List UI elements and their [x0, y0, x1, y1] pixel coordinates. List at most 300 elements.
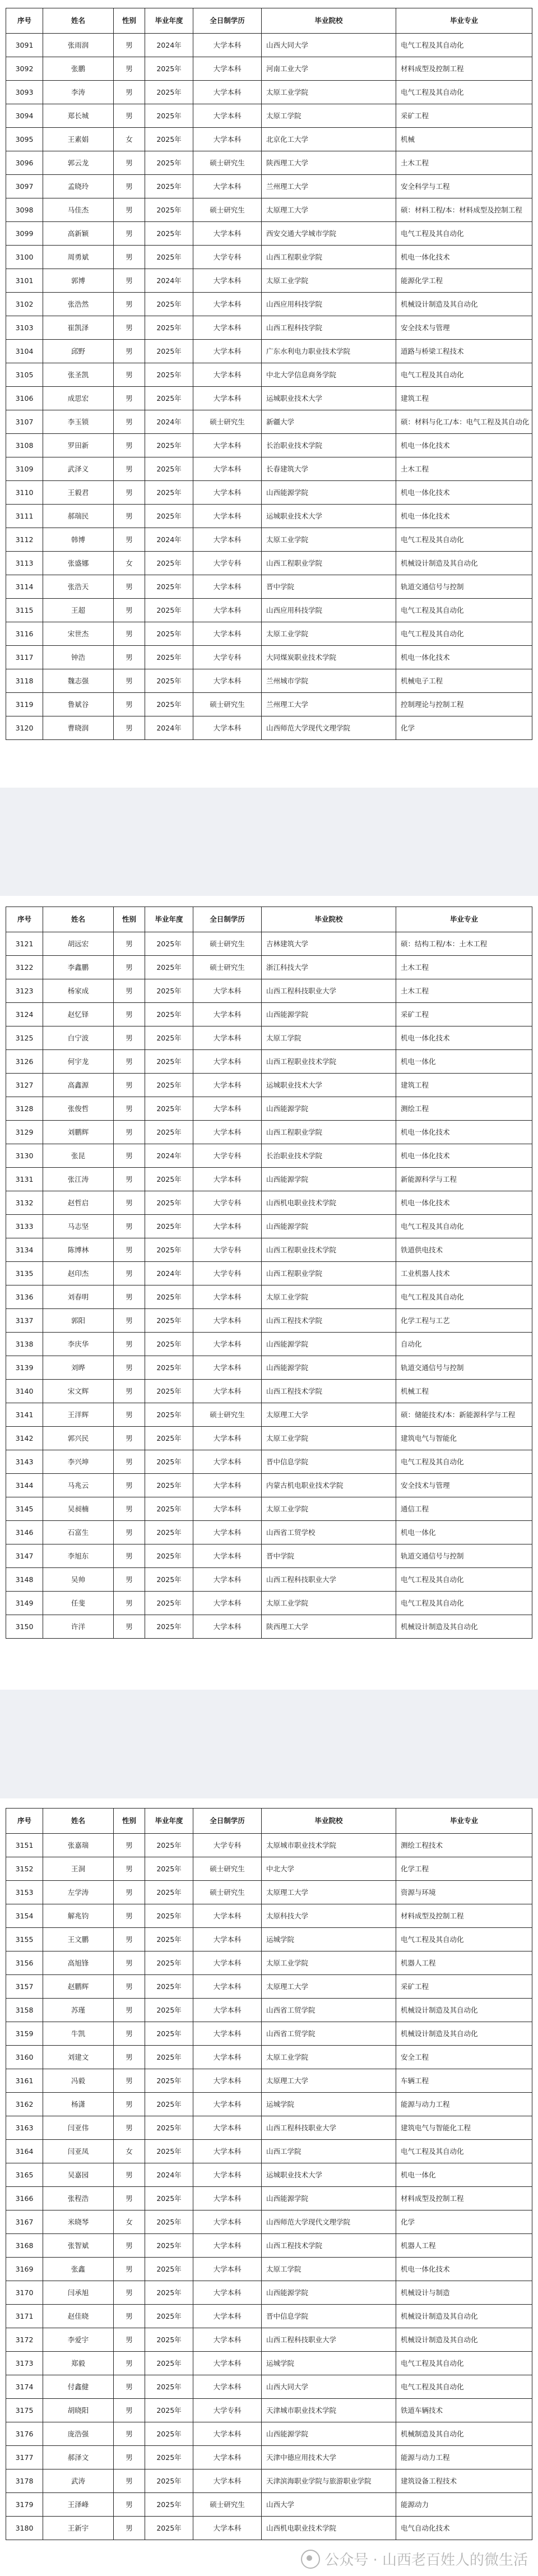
- cell-no: 3113: [6, 552, 43, 575]
- cell-year: 2025年: [145, 151, 193, 175]
- cell-sex: 男: [114, 198, 145, 222]
- table-row: [6, 2352, 532, 2375]
- cell-year: 2025年: [145, 457, 193, 481]
- cell-edu: 大学本科: [193, 457, 262, 481]
- cell-edu: 大学专科: [193, 646, 262, 669]
- cell-sex: 男: [114, 2258, 145, 2281]
- cell-major: 机械设计制造及其自动化: [396, 552, 532, 575]
- cell-year: 2024年: [145, 410, 193, 434]
- cell-year: 2025年: [145, 1380, 193, 1403]
- cell-year: 2025年: [145, 363, 193, 387]
- cell-major: 电气工程及其自动化: [396, 363, 532, 387]
- cell-name: 赵印杰: [43, 1262, 114, 1285]
- cell-sex: 男: [114, 1881, 145, 1904]
- cell-name: 刘建文: [43, 2046, 114, 2069]
- cell-sex: 男: [114, 1380, 145, 1403]
- cell-name: 陈博林: [43, 1238, 114, 1262]
- cell-school: 太原工学院: [262, 2258, 396, 2281]
- table-row: [6, 293, 532, 316]
- cell-sex: 男: [114, 1074, 145, 1097]
- cell-edu: 大学本科: [193, 2328, 262, 2352]
- table-row: [6, 222, 532, 246]
- table-row: [6, 1568, 532, 1592]
- cell-name: 赵忆铎: [43, 1003, 114, 1026]
- cell-sex: 男: [114, 340, 145, 363]
- cell-year: 2025年: [145, 552, 193, 575]
- cell-year: 2025年: [145, 387, 193, 410]
- cell-name: 张程浩: [43, 2187, 114, 2210]
- table-row: [6, 2163, 532, 2187]
- cell-school: 新疆大学: [262, 410, 396, 434]
- cell-no: 3158: [6, 1999, 43, 2022]
- cell-school: 吉林建筑大学: [262, 932, 396, 956]
- cell-major: 采矿工程: [396, 1975, 532, 1999]
- cell-name: 胡晓阳: [43, 2399, 114, 2422]
- cell-no: 3099: [6, 222, 43, 246]
- cell-sex: 男: [114, 1999, 145, 2022]
- cell-edu: 硕士研究生: [193, 198, 262, 222]
- cell-name: 赵鹏辉: [43, 1975, 114, 1999]
- cell-sex: 男: [114, 646, 145, 669]
- cell-major: 轨道交通信号与控制: [396, 1544, 532, 1568]
- cell-no: 3123: [6, 979, 43, 1003]
- cell-no: 3153: [6, 1881, 43, 1904]
- cell-year: 2025年: [145, 1168, 193, 1191]
- cell-name: 王新宇: [43, 2517, 114, 2540]
- cell-no: 3179: [6, 2493, 43, 2517]
- cell-school: 山西工程技术学院: [262, 2234, 396, 2258]
- table-header-row: [6, 1809, 532, 1834]
- cell-major: 化学: [396, 716, 532, 740]
- cell-no: 3141: [6, 1403, 43, 1427]
- cell-sex: 男: [114, 1026, 145, 1050]
- cell-major: 材料成型及控制工程: [396, 2187, 532, 2210]
- cell-no: 3172: [6, 2328, 43, 2352]
- cell-year: 2025年: [145, 1238, 193, 1262]
- cell-no: 3147: [6, 1544, 43, 1568]
- cell-no: 3135: [6, 1262, 43, 1285]
- cell-school: 天津城市职业技术学院: [262, 2399, 396, 2422]
- cell-edu: 大学本科: [193, 2093, 262, 2116]
- cell-year: 2025年: [145, 2093, 193, 2116]
- cell-edu: 大学本科: [193, 2234, 262, 2258]
- cell-name: 郑长城: [43, 104, 114, 128]
- cell-name: 李庆华: [43, 1333, 114, 1356]
- cell-edu: 大学专科: [193, 552, 262, 575]
- table-row: [6, 316, 532, 340]
- cell-no: 3101: [6, 269, 43, 293]
- table-row: [6, 2375, 532, 2399]
- cell-year: 2025年: [145, 128, 193, 151]
- cell-no: 3151: [6, 1834, 43, 1857]
- cell-school: 山西师范大学现代文理学院: [262, 2210, 396, 2234]
- cell-sex: 男: [114, 932, 145, 956]
- cell-edu: 大学本科: [193, 2352, 262, 2375]
- header-school: 毕业院校: [262, 907, 396, 932]
- cell-no: 3119: [6, 693, 43, 716]
- cell-year: 2025年: [145, 1544, 193, 1568]
- cell-sex: 男: [114, 2093, 145, 2116]
- cell-school: 晋中学院: [262, 1544, 396, 1568]
- cell-year: 2025年: [145, 1474, 193, 1497]
- cell-major: 机械设计制造及其自动化: [396, 293, 532, 316]
- cell-major: 机电一体化技术: [396, 1144, 532, 1168]
- cell-school: 长治职业技术学院: [262, 1144, 396, 1168]
- table-row: [6, 1309, 532, 1333]
- cell-sex: 男: [114, 81, 145, 104]
- header-edu: 全日制学历: [193, 8, 262, 34]
- cell-name: 许洋: [43, 1615, 114, 1639]
- cell-sex: 男: [114, 716, 145, 740]
- header-no: 序号: [6, 1809, 43, 1834]
- cell-no: 3167: [6, 2210, 43, 2234]
- cell-major: 能源动力: [396, 2493, 532, 2517]
- table-row: [6, 1951, 532, 1975]
- cell-no: 3144: [6, 1474, 43, 1497]
- roster-sheet-2: [0, 896, 538, 1690]
- cell-school: 晋中学院: [262, 575, 396, 599]
- cell-year: 2025年: [145, 2140, 193, 2163]
- cell-major: 采矿工程: [396, 1003, 532, 1026]
- cell-edu: 大学本科: [193, 222, 262, 246]
- table-row: [6, 599, 532, 622]
- cell-name: 马志坚: [43, 1215, 114, 1238]
- cell-no: 3111: [6, 505, 43, 528]
- cell-no: 3155: [6, 1928, 43, 1951]
- cell-school: 山西大学: [262, 2493, 396, 2517]
- cell-school: 太原工业学院: [262, 1427, 396, 1450]
- cell-name: 王洋辉: [43, 1403, 114, 1427]
- table-row: [6, 2258, 532, 2281]
- cell-no: 3091: [6, 34, 43, 57]
- cell-no: 3173: [6, 2352, 43, 2375]
- cell-school: 太原工学院: [262, 1026, 396, 1050]
- cell-school: 山西应用科技学院: [262, 599, 396, 622]
- cell-no: 3120: [6, 716, 43, 740]
- cell-name: 李旭东: [43, 1544, 114, 1568]
- cell-sex: 男: [114, 956, 145, 979]
- cell-school: 大同煤炭职业技术学院: [262, 646, 396, 669]
- cell-school: 山西工程科技学院: [262, 316, 396, 340]
- cell-year: 2025年: [145, 2258, 193, 2281]
- roster-table: [6, 1808, 532, 2540]
- cell-school: 运城职业技术大学: [262, 2163, 396, 2187]
- cell-edu: 大学本科: [193, 1356, 262, 1380]
- header-no: 序号: [6, 907, 43, 932]
- cell-major: 自动化: [396, 1333, 532, 1356]
- cell-school: 山西工学院: [262, 2140, 396, 2163]
- cell-year: 2025年: [145, 1975, 193, 1999]
- cell-major: 机械: [396, 128, 532, 151]
- cell-no: 3170: [6, 2281, 43, 2305]
- cell-name: 孟晓玲: [43, 175, 114, 198]
- cell-year: 2025年: [145, 1050, 193, 1074]
- cell-major: 轨道交通信号与控制: [396, 575, 532, 599]
- cell-no: 3157: [6, 1975, 43, 1999]
- cell-sex: 男: [114, 2352, 145, 2375]
- cell-major: 机械工程: [396, 1380, 532, 1403]
- cell-no: 3164: [6, 2140, 43, 2163]
- cell-no: 3162: [6, 2093, 43, 2116]
- header-name: 姓名: [43, 1809, 114, 1834]
- roster-sheet-1: [0, 0, 538, 788]
- cell-major: 机器人工程: [396, 2234, 532, 2258]
- cell-year: 2025年: [145, 2234, 193, 2258]
- cell-sex: 男: [114, 1450, 145, 1474]
- cell-no: 3132: [6, 1191, 43, 1215]
- header-no: 序号: [6, 8, 43, 34]
- table-row: [6, 669, 532, 693]
- table-row: [6, 151, 532, 175]
- cell-no: 3143: [6, 1450, 43, 1474]
- cell-school: 晋中信息学院: [262, 1450, 396, 1474]
- cell-school: 山西工程科技职业大学: [262, 979, 396, 1003]
- cell-edu: 大学本科: [193, 1097, 262, 1121]
- cell-major: 土木工程: [396, 151, 532, 175]
- cell-sex: 男: [114, 1285, 145, 1309]
- cell-year: 2025年: [145, 622, 193, 646]
- cell-name: 张雨润: [43, 34, 114, 57]
- cell-major: 机电一体化技术: [396, 646, 532, 669]
- cell-no: 3146: [6, 1521, 43, 1544]
- cell-edu: 大学本科: [193, 293, 262, 316]
- cell-name: 张浩然: [43, 293, 114, 316]
- cell-edu: 大学本科: [193, 1904, 262, 1928]
- cell-name: 闫亚伟: [43, 2116, 114, 2140]
- cell-edu: 大学本科: [193, 1474, 262, 1497]
- cell-edu: 大学本科: [193, 1928, 262, 1951]
- cell-sex: 男: [114, 1474, 145, 1497]
- cell-no: 3175: [6, 2399, 43, 2422]
- header-major: 毕业专业: [396, 1809, 532, 1834]
- cell-edu: 大学本科: [193, 57, 262, 81]
- cell-year: 2025年: [145, 1356, 193, 1380]
- wechat-logo-icon: [301, 2550, 320, 2569]
- cell-edu: 大学本科: [193, 2022, 262, 2046]
- cell-major: 电气工程及其自动化: [396, 1592, 532, 1615]
- cell-edu: 硕士研究生: [193, 932, 262, 956]
- table-row: [6, 2422, 532, 2446]
- cell-name: 赵佳晓: [43, 2305, 114, 2328]
- cell-sex: 男: [114, 2446, 145, 2469]
- cell-school: 内蒙古机电职业技术学院: [262, 1474, 396, 1497]
- table-row: [6, 1097, 532, 1121]
- cell-no: 3128: [6, 1097, 43, 1121]
- cell-school: 太原理工大学: [262, 198, 396, 222]
- cell-name: 何宇龙: [43, 1050, 114, 1074]
- cell-edu: 大学本科: [193, 175, 262, 198]
- cell-sex: 男: [114, 1857, 145, 1881]
- header-sex: 性别: [114, 8, 145, 34]
- cell-no: 3142: [6, 1427, 43, 1450]
- cell-sex: 男: [114, 2234, 145, 2258]
- cell-sex: 男: [114, 434, 145, 457]
- table-row: [6, 1403, 532, 1427]
- cell-name: 白宁波: [43, 1026, 114, 1050]
- cell-year: 2025年: [145, 1521, 193, 1544]
- cell-name: 付鑫健: [43, 2375, 114, 2399]
- table-row: [6, 2210, 532, 2234]
- roster-table: [6, 907, 532, 1639]
- table-row: [6, 269, 532, 293]
- cell-year: 2025年: [145, 1285, 193, 1309]
- cell-edu: 大学本科: [193, 1333, 262, 1356]
- cell-name: 米晓琴: [43, 2210, 114, 2234]
- cell-year: 2025年: [145, 1403, 193, 1427]
- cell-sex: 男: [114, 1975, 145, 1999]
- table-row: [6, 956, 532, 979]
- table-row: [6, 128, 532, 151]
- cell-sex: 男: [114, 2399, 145, 2422]
- cell-name: 李涛: [43, 81, 114, 104]
- cell-name: 杨家成: [43, 979, 114, 1003]
- cell-year: 2024年: [145, 269, 193, 293]
- table-row: [6, 1356, 532, 1380]
- cell-sex: 男: [114, 1834, 145, 1857]
- cell-year: 2025年: [145, 1191, 193, 1215]
- cell-edu: 大学本科: [193, 575, 262, 599]
- table-row: [6, 932, 532, 956]
- cell-no: 3134: [6, 1238, 43, 1262]
- cell-school: 山西工程职业学院: [262, 1262, 396, 1285]
- table-row: [6, 1834, 532, 1857]
- table-row: [6, 1215, 532, 1238]
- cell-no: 3177: [6, 2446, 43, 2469]
- cell-major: 硕：储能技术/本：新能源科学与工程: [396, 1403, 532, 1427]
- cell-edu: 大学专科: [193, 1191, 262, 1215]
- cell-edu: 大学本科: [193, 1215, 262, 1238]
- cell-edu: 大学本科: [193, 1050, 262, 1074]
- cell-no: 3137: [6, 1309, 43, 1333]
- cell-edu: 大学本科: [193, 2187, 262, 2210]
- cell-name: 解兆钧: [43, 1904, 114, 1928]
- table-row: [6, 1427, 532, 1450]
- cell-name: 郭云龙: [43, 151, 114, 175]
- cell-no: 3152: [6, 1857, 43, 1881]
- table-row: [6, 1857, 532, 1881]
- cell-edu: 大学本科: [193, 2116, 262, 2140]
- cell-no: 3122: [6, 956, 43, 979]
- cell-school: 山西能源学院: [262, 1003, 396, 1026]
- table-row: [6, 2022, 532, 2046]
- cell-name: 张昆: [43, 1144, 114, 1168]
- cell-name: 武泽义: [43, 457, 114, 481]
- cell-year: 2025年: [145, 1121, 193, 1144]
- cell-sex: 女: [114, 2210, 145, 2234]
- cell-no: 3125: [6, 1026, 43, 1050]
- watermark-text: 公众号 · 山西老百姓人的微生活: [324, 2552, 528, 2569]
- header-name: 姓名: [43, 907, 114, 932]
- header-major: 毕业专业: [396, 8, 532, 34]
- cell-year: 2025年: [145, 1333, 193, 1356]
- cell-school: 山西机电职业技术学院: [262, 2517, 396, 2540]
- cell-major: 化学工程与工艺: [396, 1309, 532, 1333]
- cell-year: 2025年: [145, 2375, 193, 2399]
- cell-name: 刘晔: [43, 1356, 114, 1380]
- table-row: [6, 2069, 532, 2093]
- cell-edu: 大学本科: [193, 622, 262, 646]
- cell-school: 山西工程科技职业大学: [262, 2328, 396, 2352]
- cell-no: 3138: [6, 1333, 43, 1356]
- cell-school: 晋中信息学院: [262, 2305, 396, 2328]
- table-row: [6, 979, 532, 1003]
- table-row: [6, 1904, 532, 1928]
- cell-school: 太原理工大学: [262, 1975, 396, 1999]
- cell-school: 兰州理工大学: [262, 693, 396, 716]
- table-row: [6, 1544, 532, 1568]
- cell-edu: 大学专科: [193, 1144, 262, 1168]
- cell-no: 3133: [6, 1215, 43, 1238]
- table-row: [6, 175, 532, 198]
- cell-sex: 男: [114, 1333, 145, 1356]
- cell-name: 王超: [43, 599, 114, 622]
- table-row: [6, 1615, 532, 1639]
- cell-edu: 大学本科: [193, 2446, 262, 2469]
- cell-no: 3160: [6, 2046, 43, 2069]
- table-row: [6, 2234, 532, 2258]
- cell-sex: 男: [114, 1568, 145, 1592]
- cell-name: 刘春明: [43, 1285, 114, 1309]
- cell-school: 运城职业技术大学: [262, 505, 396, 528]
- cell-no: 3145: [6, 1497, 43, 1521]
- cell-edu: 大学本科: [193, 1003, 262, 1026]
- cell-name: 吴昶楠: [43, 1497, 114, 1521]
- header-year: 毕业年度: [145, 907, 193, 932]
- cell-no: 3095: [6, 128, 43, 151]
- cell-name: 王泽峰: [43, 2493, 114, 2517]
- cell-name: 高新颖: [43, 222, 114, 246]
- cell-name: 李兴坤: [43, 1450, 114, 1474]
- cell-year: 2025年: [145, 2022, 193, 2046]
- cell-year: 2025年: [145, 1427, 193, 1450]
- cell-sex: 男: [114, 1544, 145, 1568]
- cell-year: 2025年: [145, 1097, 193, 1121]
- cell-major: 建筑工程: [396, 387, 532, 410]
- cell-year: 2025年: [145, 1881, 193, 1904]
- cell-year: 2025年: [145, 340, 193, 363]
- header-school: 毕业院校: [262, 1809, 396, 1834]
- cell-school: 山西能源学院: [262, 1168, 396, 1191]
- cell-major: 道路与桥梁工程技术: [396, 340, 532, 363]
- cell-edu: 大学本科: [193, 1521, 262, 1544]
- cell-edu: 大学本科: [193, 1168, 262, 1191]
- cell-no: 3131: [6, 1168, 43, 1191]
- cell-major: 采矿工程: [396, 104, 532, 128]
- table-row: [6, 1497, 532, 1521]
- table-row: [6, 340, 532, 363]
- cell-sex: 男: [114, 57, 145, 81]
- table-row: [6, 2328, 532, 2352]
- cell-name: 牛凯: [43, 2022, 114, 2046]
- cell-year: 2025年: [145, 1999, 193, 2022]
- cell-no: 3100: [6, 246, 43, 269]
- cell-year: 2025年: [145, 198, 193, 222]
- cell-year: 2025年: [145, 57, 193, 81]
- cell-major: 电气工程及其自动化: [396, 622, 532, 646]
- cell-sex: 男: [114, 1904, 145, 1928]
- cell-major: 建筑电气与智能化工程: [396, 2116, 532, 2140]
- cell-school: 运城职业技术大学: [262, 1074, 396, 1097]
- cell-sex: 男: [114, 457, 145, 481]
- table-row: [6, 2281, 532, 2305]
- cell-name: 郝瑞民: [43, 505, 114, 528]
- cell-sex: 女: [114, 128, 145, 151]
- cell-edu: 大学专科: [193, 1238, 262, 1262]
- table-row: [6, 1191, 532, 1215]
- cell-sex: 男: [114, 1592, 145, 1615]
- cell-school: 山西大同大学: [262, 2375, 396, 2399]
- cell-sex: 男: [114, 2046, 145, 2069]
